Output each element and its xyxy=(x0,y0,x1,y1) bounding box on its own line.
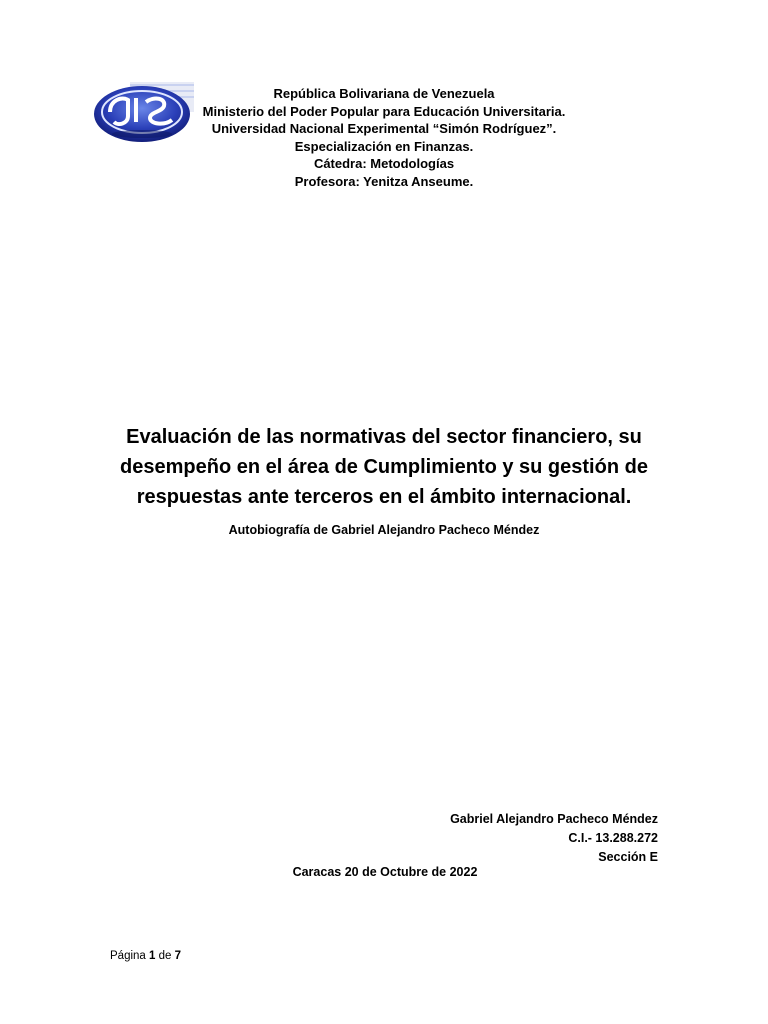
of-label: de xyxy=(158,950,172,962)
page-footer xyxy=(110,948,310,964)
current-page-number: 1 xyxy=(149,950,156,962)
title-line-3: respuestas ante terceros en el ámbito internacional. xyxy=(136,486,632,508)
header-line-specialization: Especialización en Finanzas. xyxy=(294,138,474,154)
total-pages-number: 7 xyxy=(174,950,182,962)
title-line-2: desempeño en el área de Cumplimiento y su gestión de xyxy=(120,456,648,478)
page-label: Página xyxy=(110,950,146,962)
author-id: C.I.- 13.288.272 xyxy=(568,831,658,845)
author-block xyxy=(360,810,658,867)
author-name: Gabriel Alejandro Pacheco Méndez xyxy=(450,812,658,826)
institution-header xyxy=(150,85,618,191)
title-line-1: Evaluación de las normativas del sector financiero, su xyxy=(126,426,642,448)
header-line-republic: República Bolivariana de Venezuela xyxy=(273,86,495,101)
place-date: Caracas 20 de Octubre de 2022 xyxy=(292,865,478,879)
header-line-chair: Cátedra: Metodologías xyxy=(313,156,455,172)
document-subtitle: Autobiografía de Gabriel Alejandro Pacheco Méndez xyxy=(228,523,540,537)
document-title xyxy=(84,422,684,512)
header-line-professor: Profesora: Yenitza Anseume. xyxy=(294,173,474,189)
author-section: Sección E xyxy=(598,850,658,864)
header-line-ministry: Ministerio del Poder Popular para Educación Universitaria. xyxy=(202,103,566,119)
header-line-university: Universidad Nacional Experimental “Simón Rodríguez”. xyxy=(211,121,557,137)
